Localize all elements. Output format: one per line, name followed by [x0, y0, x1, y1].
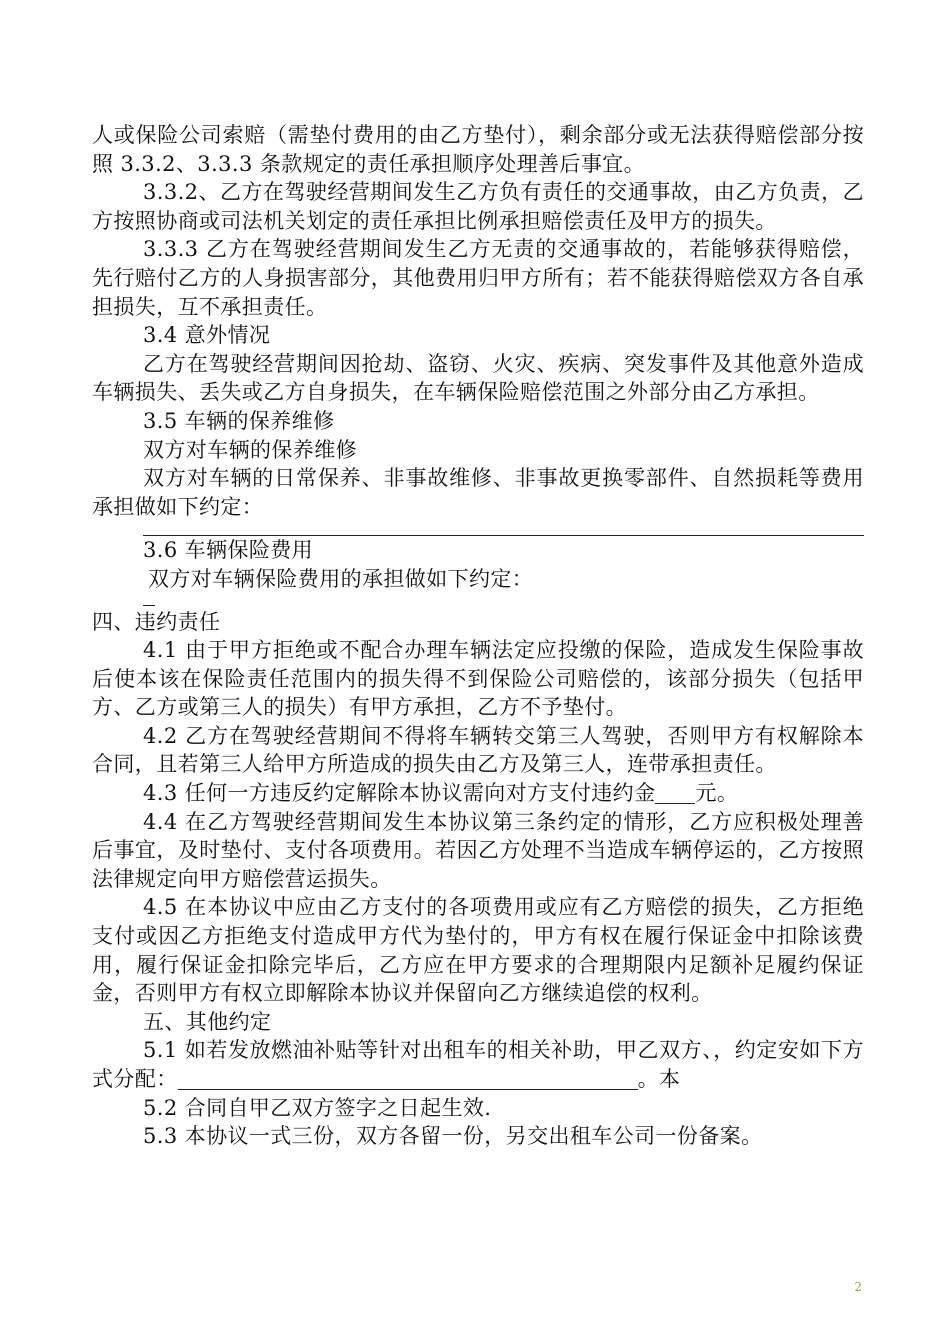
paragraph-3-3-2: 3.3.2、乙方在驾驶经营期间发生乙方负有责任的交通事故，由乙方负责，乙方按照协商或司法机关划定的责任承担比例承担赔偿责任及甲方的损失。: [92, 180, 864, 233]
distribution-blank: [178, 1067, 638, 1090]
paragraph-4-3-text: 4.3 任何一方违反约定解除本协议需向对方支付违约金: [143, 781, 656, 806]
paragraph-4-3-unit: 元。: [695, 781, 739, 806]
heading-section-4: 四、违约责任: [92, 609, 221, 634]
paragraph-4-5: 4.5 在本协议中应由乙方支付的各项费用或应有乙方赔偿的损失，乙方拒绝支付或因乙方拒绝支付造成甲方代为垫付的，甲方有权在履行保证金中扣除该费用，履行保证金扣除完毕后，乙方应在甲方要求的合理期限内足额补足履约保证金，否则甲方有权立即解除本协议并保留向乙方继续追偿的权利。: [92, 895, 864, 1006]
paragraph-5-2: 5.2 合同自甲乙双方签字之日起生效.: [143, 1095, 492, 1120]
paragraph-3-6: 双方对车辆保险费用的承担做如下约定：: [148, 566, 534, 591]
document-body: [92, 121, 864, 1151]
paragraph-4-2: 4.2 乙方在驾驶经营期间不得将车辆转交第三人驾驶，否则甲方有权解除本合同，且若第三人给甲方所造成的损失由乙方及第三人，连带承担责任。: [92, 723, 864, 777]
heading-section-5: 五、其他约定: [143, 1009, 272, 1034]
heading-3-4: 3.4 意外情况: [143, 323, 271, 348]
paragraph-3-3-1-cont: 人或保险公司索赔（需垫付费用的由乙方垫付），剩余部分或无法获得赔偿部分按照 3.3.2、3.3.3 条款规定的责任承担顺序处理善后事宜。: [92, 123, 864, 176]
paragraph-4-1: 4.1 由于甲方拒绝或不配合办理车辆法定应投缴的保险，造成发生保险事故后使本该在保险责任范围内的损失得不到保险公司赔偿的，该部分损失（包括甲方、乙方或第三人的损失）有甲方承担，乙方不予垫付。: [92, 638, 864, 720]
paragraph-5-1: [92, 1036, 864, 1093]
paragraph-4-3: [92, 779, 864, 808]
paragraph-3-5-b: 双方对车辆的日常保养、非事故维修、非事故更换零部件、自然损耗等费用承担做如下约定：: [92, 466, 864, 519]
heading-3-6: 3.6 车辆保险费用: [143, 538, 314, 563]
penalty-amount-blank: [655, 781, 695, 804]
page-number: 2: [854, 1280, 862, 1294]
paragraph-5-1-text: 5.1 如若发放燃油补贴等针对出租车的相关补助，甲乙双方、，约定安如下方式分配：: [92, 1038, 864, 1091]
paragraph-5-1-end: 。本: [637, 1067, 681, 1091]
paragraph-5-3: 5.3 本协议一式三份，双方各留一份，另交出租车公司一份备案。: [143, 1124, 763, 1149]
heading-3-5: 3.5 车辆的保养维修: [143, 408, 335, 433]
paragraph-4-4: 4.4 在乙方驾驶经营期间发生本协议第三条约定的情形，乙方应积极处理善后事宜，及时垫付、支付各项费用。若因乙方处理不当造成车辆停运的，乙方按照法律规定向甲方赔偿营运损失。: [92, 809, 864, 891]
paragraph-3-5-a: 双方对车辆的保养维修: [143, 437, 357, 462]
fill-in-line: [143, 521, 864, 536]
short-fill-in-line: [143, 594, 864, 608]
paragraph-3-4: 乙方在驾驶经营期间因抢劫、盗窃、火灾、疾病、突发事件及其他意外造成车辆损失、丢失或乙方自身损失，在车辆保险赔偿范围之外部分由乙方承担。: [92, 351, 864, 405]
paragraph-3-3-3: 3.3.3 乙方在驾驶经营期间发生乙方无责的交通事故的，若能够获得赔偿，先行赔付乙方的人身损害部分，其他费用归甲方所有；若不能获得赔偿双方各自承担损失，互不承担责任。: [92, 237, 864, 319]
